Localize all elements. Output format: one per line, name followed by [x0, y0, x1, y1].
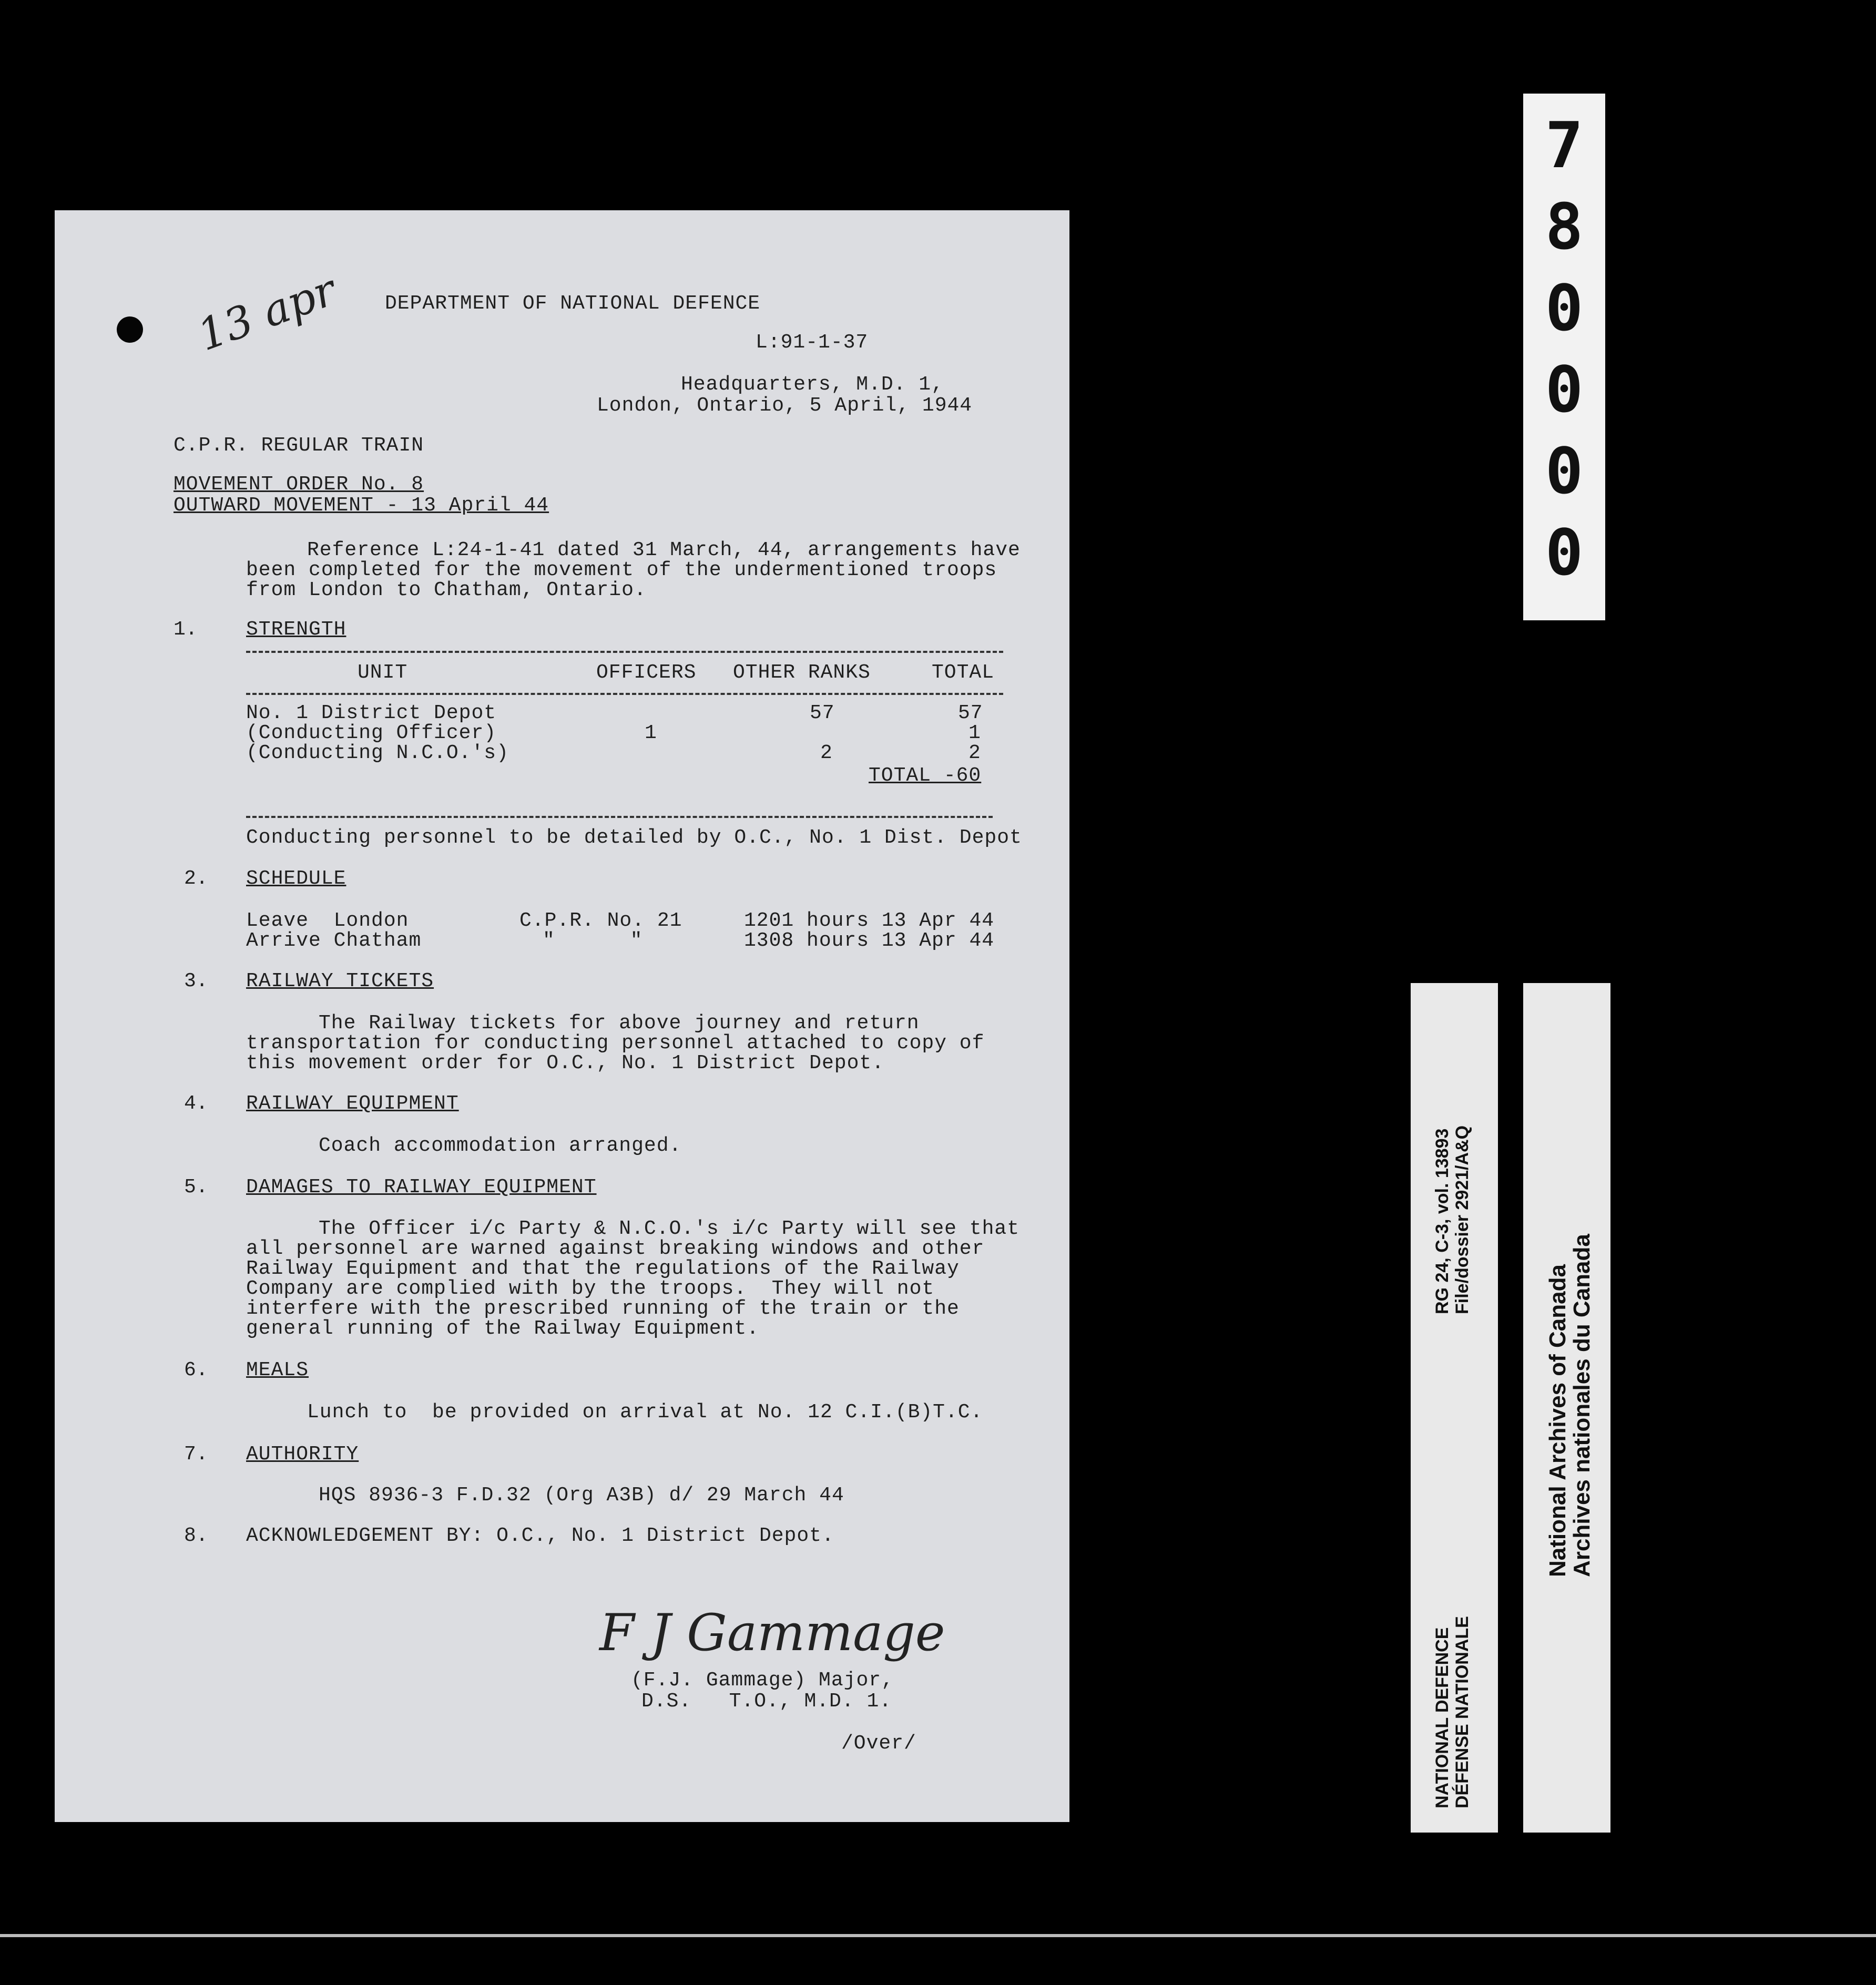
table-rule [246, 693, 1003, 695]
handwritten-date: 13 apr [191, 265, 343, 361]
reference-line-2: been completed for the movement of the undermentioned troops [246, 559, 997, 581]
acknowledgement-text: ACKNOWLEDGEMENT BY: O.C., No. 1 District Depot. [246, 1524, 834, 1547]
schedule-time: 1308 hours 13 Apr 44 [744, 929, 995, 952]
table-cell-other-ranks: 2 [820, 742, 833, 764]
reel-digit: 0 [1545, 354, 1584, 427]
over-marker: /Over/ [841, 1732, 916, 1755]
table-cell-unit: No. 1 District Depot [246, 702, 497, 724]
section-number: 2. [184, 867, 208, 890]
section-heading: STRENGTH [246, 618, 346, 641]
hq-line-1: Headquarters, M.D. 1, [681, 373, 944, 396]
table-cell-total: 2 [968, 742, 981, 764]
schedule-action: Arrive Chatham [246, 929, 422, 952]
table-cell-other-ranks: 57 [810, 702, 835, 724]
table-cell-unit: (Conducting N.C.O.'s) [246, 742, 509, 764]
damages-line-4: Company are complied with by the troops. They will not [246, 1277, 935, 1300]
train-heading: C.P.R. REGULAR TRAIN [174, 434, 424, 457]
schedule-action: Leave London [246, 909, 409, 932]
section-number: 8. [184, 1524, 208, 1547]
schedule-time: 1201 hours 13 Apr 44 [744, 909, 995, 932]
reference-line-3: from London to Chatham, Ontario. [246, 579, 647, 601]
equipment-text: Coach accommodation arranged. [319, 1134, 682, 1157]
archives-line-2: Archives nationales du Canada [1569, 1234, 1595, 1577]
reel-digit: 0 [1545, 517, 1584, 590]
tickets-line-2: transportation for conducting personnel attached to copy of [246, 1032, 985, 1055]
table-cell-officers: 1 [645, 722, 657, 744]
film-edge-line [0, 1934, 1876, 1937]
outward-movement: OUTWARD MOVEMENT - 13 April 44 [174, 494, 549, 517]
archive-ref-line-2: File/dossier 2921/A&Q [1452, 1125, 1472, 1314]
tickets-line-1: The Railway tickets for above journey and return [319, 1012, 920, 1035]
section-heading: RAILWAY EQUIPMENT [246, 1092, 459, 1115]
schedule-train: " " [543, 929, 643, 952]
strength-note: Conducting personnel to be detailed by O.C., No. 1 Dist. Depot [246, 826, 1022, 849]
reel-number-strip [1523, 94, 1605, 620]
section-number: 5. [184, 1176, 208, 1199]
schedule-train: C.P.R. No. 21 [519, 909, 682, 932]
section-heading: DAMAGES TO RAILWAY EQUIPMENT [246, 1176, 597, 1199]
damages-line-6: general running of the Railway Equipment. [246, 1317, 759, 1340]
damages-line-1: The Officer i/c Party & N.C.O.'s i/c Party will see that [319, 1217, 1020, 1240]
table-rule [246, 651, 1003, 653]
column-header-unit: UNIT [358, 661, 408, 684]
punch-hole [117, 316, 143, 343]
tickets-line-3: this movement order for O.C., No. 1 District Depot. [246, 1052, 884, 1075]
hq-line-2: London, Ontario, 5 April, 1944 [597, 394, 973, 417]
section-heading: RAILWAY TICKETS [246, 970, 434, 992]
authority-text: HQS 8936-3 F.D.32 (Org A3B) d/ 29 March 44 [319, 1484, 844, 1507]
reel-digit: 7 [1545, 109, 1584, 182]
section-number: 6. [184, 1359, 208, 1382]
section-number: 1. [174, 618, 198, 641]
table-rule [246, 816, 993, 818]
section-number: 7. [184, 1443, 208, 1466]
movement-order-number: MOVEMENT ORDER No. 8 [174, 473, 424, 496]
damages-line-5: interfere with the prescribed running of the train or the [246, 1297, 960, 1320]
column-header-other-ranks: OTHER RANKS [733, 661, 871, 684]
meals-text: Lunch to be provided on arrival at No. 12 C.I.(B)T.C. [307, 1401, 983, 1424]
department-title: DEPARTMENT OF NATIONAL DEFENCE [385, 292, 761, 315]
defence-line-1: NATIONAL DEFENCE [1432, 1627, 1452, 1808]
section-heading: MEALS [246, 1359, 309, 1382]
signature-name: (F.J. Gammage) Major, [631, 1669, 894, 1692]
table-cell-total: 57 [958, 702, 983, 724]
section-number: 4. [184, 1092, 208, 1115]
damages-line-3: Railway Equipment and that the regulations of the Railway [246, 1257, 960, 1280]
archive-ref-line-1: RG 24, C-3, vol. 13893 [1432, 1128, 1452, 1314]
table-cell-total: 1 [968, 722, 981, 744]
grand-total: TOTAL -60 [869, 764, 982, 787]
section-number: 3. [184, 970, 208, 992]
section-heading: AUTHORITY [246, 1443, 359, 1466]
signature-title: D.S. T.O., M.D. 1. [641, 1690, 892, 1713]
reel-digit: 8 [1545, 191, 1584, 264]
reel-digit: 0 [1545, 272, 1584, 345]
file-reference: L:91-1-37 [756, 331, 869, 354]
section-heading: SCHEDULE [246, 867, 346, 890]
table-cell-unit: (Conducting Officer) [246, 722, 497, 744]
column-header-total: TOTAL [932, 661, 995, 684]
reference-line-1: Reference L:24-1-41 dated 31 March, 44, arrangements have [307, 539, 1021, 561]
archives-line-1: National Archives of Canada [1545, 1264, 1571, 1577]
damages-line-2: all personnel are warned against breaking windows and other [246, 1237, 985, 1260]
reel-digit: 0 [1545, 435, 1584, 508]
defence-line-2: DÉFENSE NATIONALE [1452, 1616, 1472, 1808]
signature: F J Gammage [599, 1603, 945, 1662]
column-header-officers: OFFICERS [596, 661, 697, 684]
